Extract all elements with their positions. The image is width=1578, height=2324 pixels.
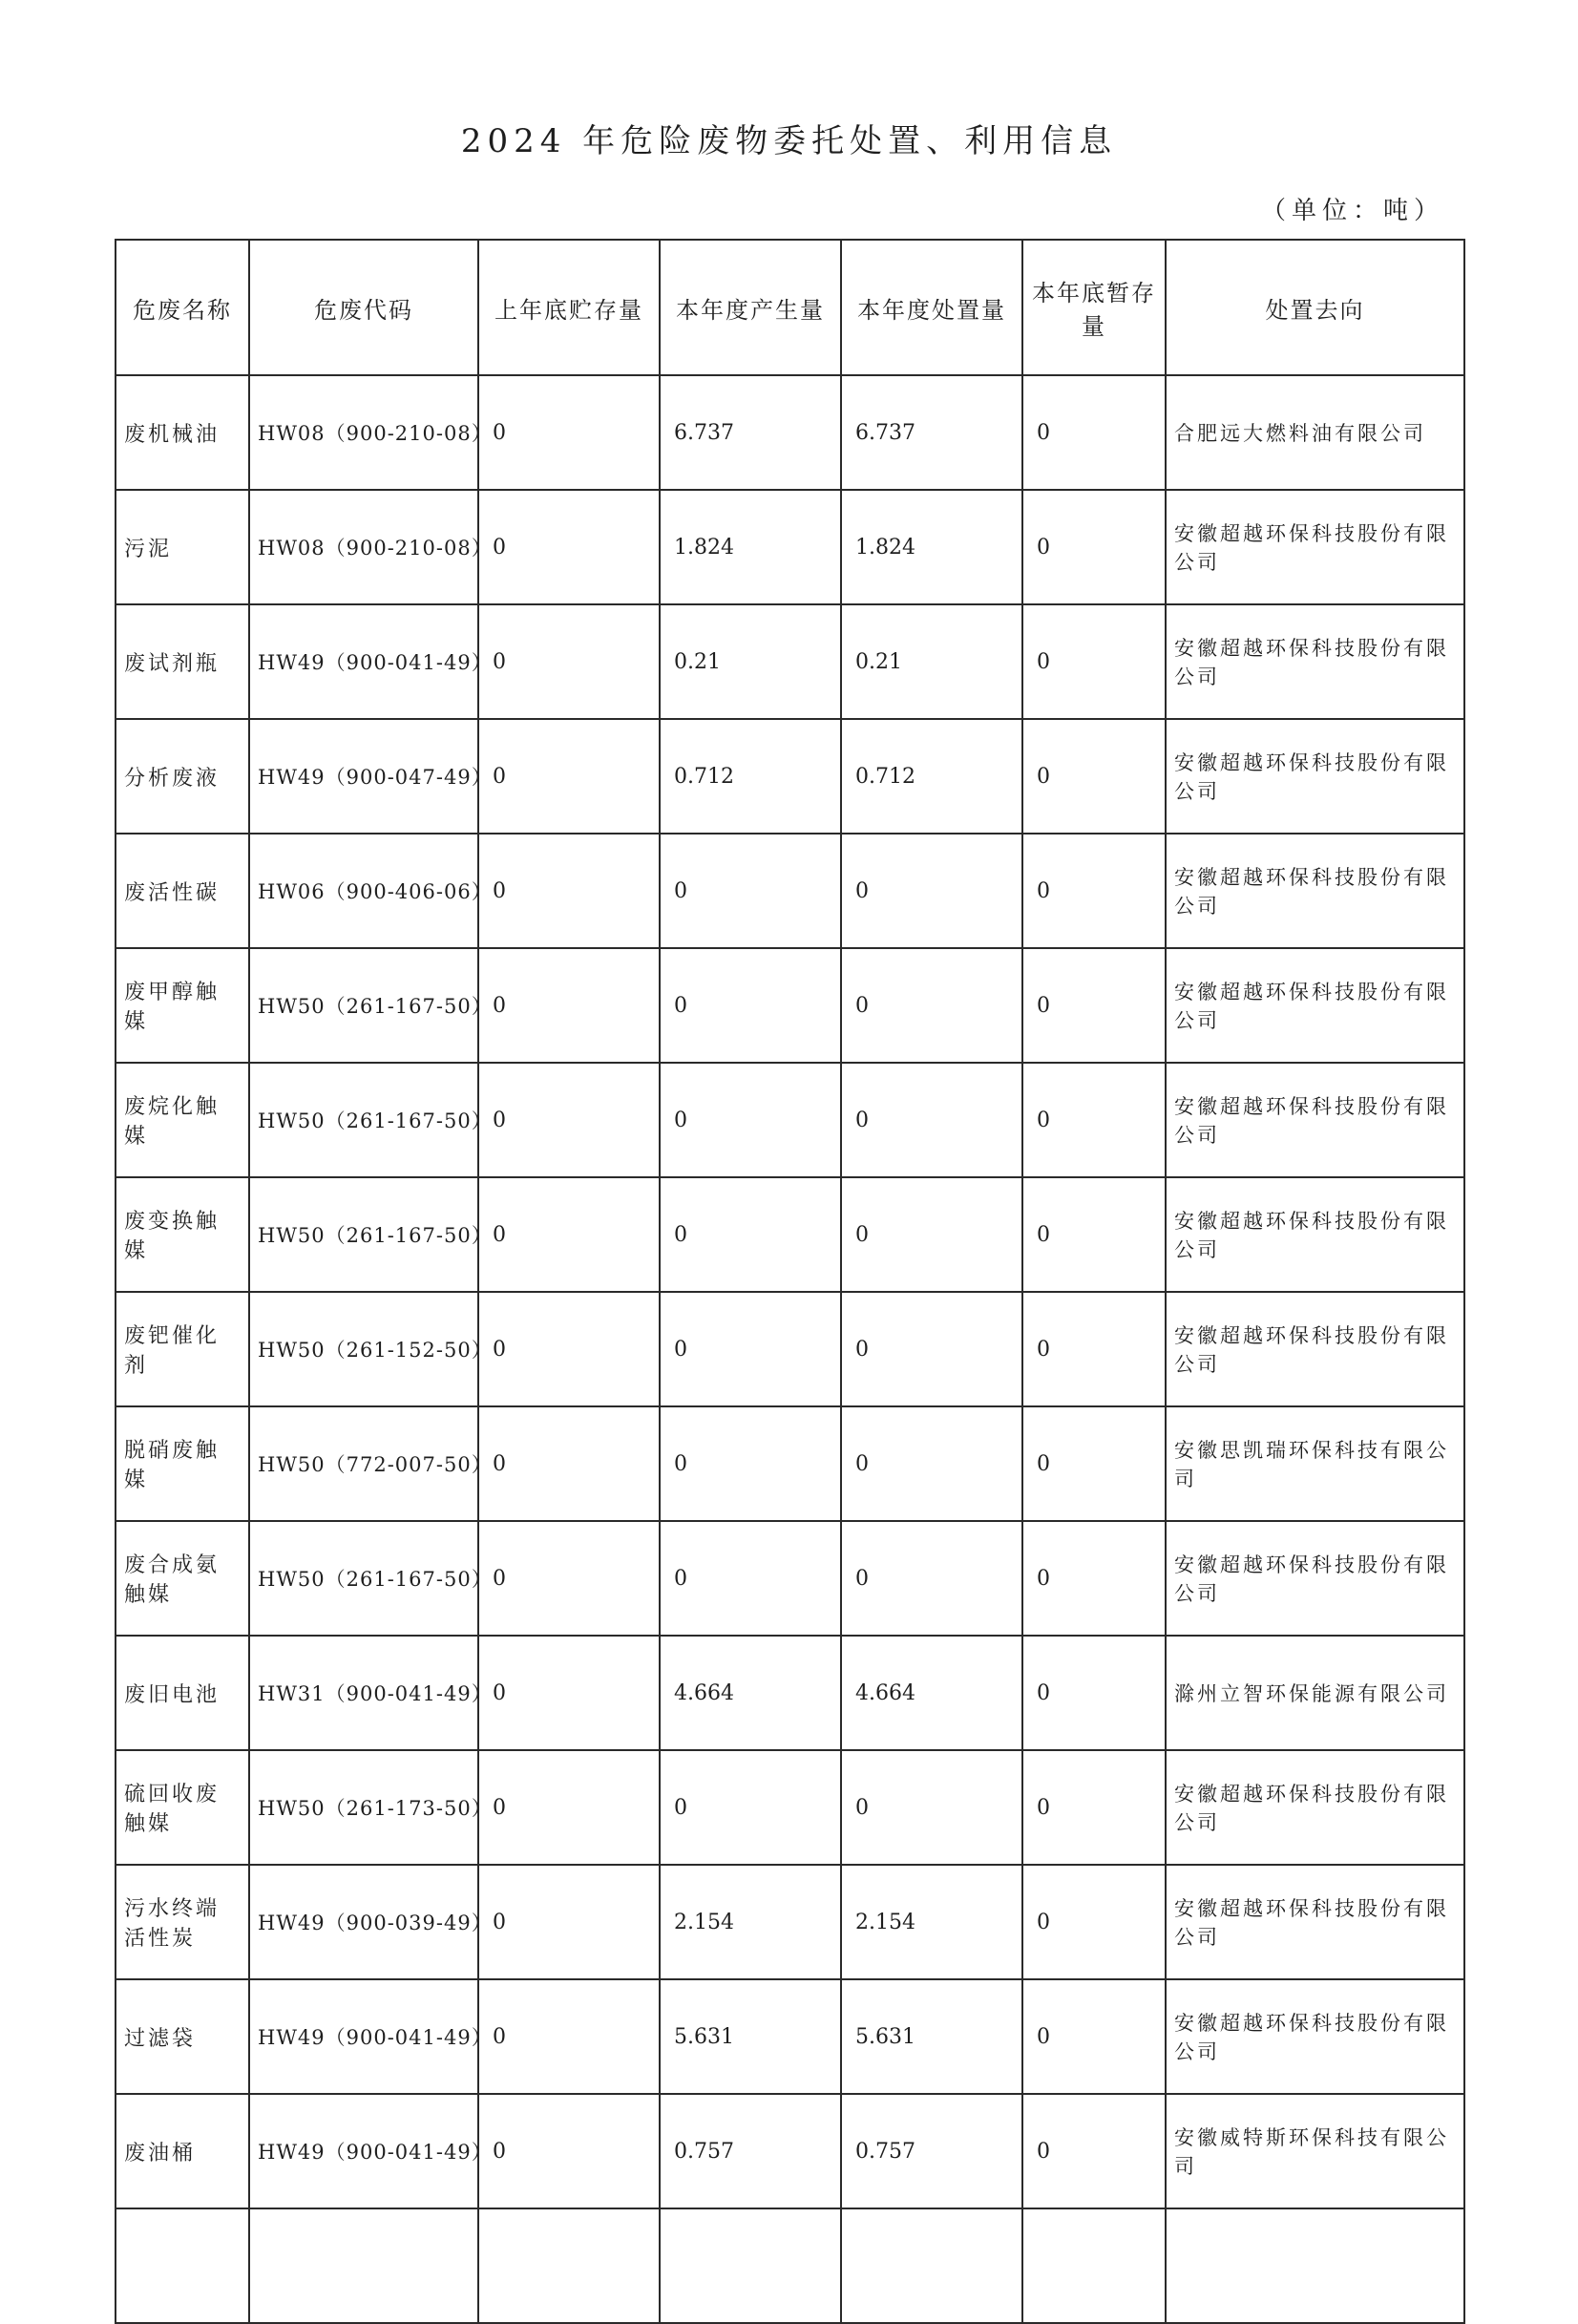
stored-cell: 0 [1022, 1636, 1166, 1750]
table-row [116, 719, 1464, 834]
produced-cell: 0 [660, 1063, 841, 1177]
waste-code-cell: HW49（900-041-49） [249, 1979, 478, 2094]
waste-code-cell: HW50（261-167-50） [249, 1177, 478, 1292]
produced-cell: 0 [660, 1750, 841, 1865]
waste-code-cell: HW50（261-167-50） [249, 948, 478, 1063]
destination-cell: 安徽超越环保科技股份有限公司 [1166, 1177, 1464, 1292]
stored-cell: 0 [1022, 604, 1166, 719]
destination-cell: 安徽超越环保科技股份有限公司 [1166, 948, 1464, 1063]
table-row [116, 604, 1464, 719]
table-row [116, 2208, 1464, 2323]
stored-cell: 0 [1022, 834, 1166, 948]
table-row [116, 1406, 1464, 1521]
waste-name-cell: 污水终端活性炭 [116, 1865, 249, 1979]
produced-cell: 1.824 [660, 490, 841, 604]
destination-cell: 安徽超越环保科技股份有限公司 [1166, 834, 1464, 948]
table-row [116, 490, 1464, 604]
stored-cell: 0 [1022, 1406, 1166, 1521]
header-produced: 本年度产生量 [660, 240, 841, 375]
destination-cell: 滁州立智环保能源有限公司 [1166, 1636, 1464, 1750]
produced-cell: 5.631 [660, 1979, 841, 2094]
stored-cell: 0 [1022, 1865, 1166, 1979]
stored-cell: 0 [1022, 719, 1166, 834]
disposed-cell: 5.631 [841, 1979, 1022, 2094]
waste-name-cell: 废烷化触媒 [116, 1063, 249, 1177]
prev-stock-cell: 0 [478, 1406, 660, 1521]
destination-cell: 安徽超越环保科技股份有限公司 [1166, 1292, 1464, 1406]
waste-code-cell: HW50（772-007-50） [249, 1406, 478, 1521]
produced-cell: 6.737 [660, 375, 841, 490]
destination-cell: 合肥远大燃料油有限公司 [1166, 375, 1464, 490]
produced-cell: 2.154 [660, 1865, 841, 1979]
destination-cell: 安徽超越环保科技股份有限公司 [1166, 719, 1464, 834]
produced-cell: 0.757 [660, 2094, 841, 2208]
table-row [116, 834, 1464, 948]
disposed-cell: 0.21 [841, 604, 1022, 719]
waste-code-cell: HW49（900-047-49） [249, 719, 478, 834]
table-row [116, 1750, 1464, 1865]
produced-cell: 4.664 [660, 1636, 841, 1750]
header-disposed: 本年度处置量 [841, 240, 1022, 375]
destination-cell: 安徽超越环保科技股份有限公司 [1166, 1521, 1464, 1636]
produced-cell: 0 [660, 1521, 841, 1636]
disposed-cell: 6.737 [841, 375, 1022, 490]
stored-cell: 0 [1022, 1292, 1166, 1406]
waste-name-cell: 废活性碳 [116, 834, 249, 948]
document-title: 2024 年危险废物委托处置、利用信息 [460, 122, 1118, 160]
waste-name-cell: 污泥 [116, 490, 249, 604]
header-prev-stock: 上年底贮存量 [478, 240, 660, 375]
hazardous-waste-table [115, 239, 1465, 2324]
waste-code-cell: HW49（900-041-49） [249, 2094, 478, 2208]
disposed-cell: 0 [841, 948, 1022, 1063]
waste-name-cell: 硫回收废触媒 [116, 1750, 249, 1865]
unit-note: （单位：吨） [1260, 197, 1444, 225]
table-row [116, 1063, 1464, 1177]
waste-code-cell: HW49（900-041-49） [249, 604, 478, 719]
prev-stock-cell: 0 [478, 1521, 660, 1636]
header-destination: 处置去向 [1166, 240, 1464, 375]
header-stored: 本年底暂存量 [1022, 240, 1166, 375]
prev-stock-cell: 0 [478, 1063, 660, 1177]
waste-name-cell: 过滤袋 [116, 1979, 249, 2094]
produced-cell: 0 [660, 1177, 841, 1292]
stored-cell: 0 [1022, 1521, 1166, 1636]
stored-cell [1022, 2208, 1166, 2323]
disposed-cell: 0 [841, 1521, 1022, 1636]
produced-cell: 0 [660, 948, 841, 1063]
disposed-cell [841, 2208, 1022, 2323]
stored-cell: 0 [1022, 375, 1166, 490]
waste-code-cell: HW08（900-210-08） [249, 490, 478, 604]
prev-stock-cell: 0 [478, 719, 660, 834]
waste-name-cell: 废旧电池 [116, 1636, 249, 1750]
disposed-cell: 0 [841, 834, 1022, 948]
produced-cell: 0 [660, 834, 841, 948]
disposed-cell: 0.712 [841, 719, 1022, 834]
produced-cell: 0.21 [660, 604, 841, 719]
waste-name-cell: 废试剂瓶 [116, 604, 249, 719]
disposed-cell: 0 [841, 1406, 1022, 1521]
produced-cell [660, 2208, 841, 2323]
waste-code-cell: HW50（261-167-50） [249, 1521, 478, 1636]
waste-code-cell: HW49（900-039-49） [249, 1865, 478, 1979]
destination-cell: 安徽超越环保科技股份有限公司 [1166, 604, 1464, 719]
disposed-cell: 0 [841, 1750, 1022, 1865]
prev-stock-cell: 0 [478, 1979, 660, 2094]
waste-name-cell: 废钯催化剂 [116, 1292, 249, 1406]
prev-stock-cell: 0 [478, 490, 660, 604]
prev-stock-cell: 0 [478, 1292, 660, 1406]
waste-code-cell: HW50（261-173-50） [249, 1750, 478, 1865]
waste-code-cell: HW50（261-152-50） [249, 1292, 478, 1406]
table-row [116, 948, 1464, 1063]
table-row [116, 1865, 1464, 1979]
prev-stock-cell [478, 2208, 660, 2323]
produced-cell: 0 [660, 1406, 841, 1521]
prev-stock-cell: 0 [478, 1865, 660, 1979]
table-header-row [116, 240, 1464, 375]
waste-code-cell: HW31（900-041-49） [249, 1636, 478, 1750]
disposed-cell: 2.154 [841, 1865, 1022, 1979]
waste-name-cell: 脱硝废触媒 [116, 1406, 249, 1521]
table-row [116, 1636, 1464, 1750]
destination-cell: 安徽超越环保科技股份有限公司 [1166, 1979, 1464, 2094]
prev-stock-cell: 0 [478, 834, 660, 948]
stored-cell: 0 [1022, 490, 1166, 604]
stored-cell: 0 [1022, 2094, 1166, 2208]
prev-stock-cell: 0 [478, 375, 660, 490]
waste-name-cell: 废甲醇触媒 [116, 948, 249, 1063]
prev-stock-cell: 0 [478, 948, 660, 1063]
stored-cell: 0 [1022, 1063, 1166, 1177]
waste-name-cell [116, 2208, 249, 2323]
prev-stock-cell: 0 [478, 2094, 660, 2208]
waste-code-cell: HW06（900-406-06） [249, 834, 478, 948]
disposed-cell: 0.757 [841, 2094, 1022, 2208]
disposed-cell: 0 [841, 1292, 1022, 1406]
disposed-cell: 0 [841, 1063, 1022, 1177]
waste-code-cell: HW08（900-210-08） [249, 375, 478, 490]
destination-cell: 安徽超越环保科技股份有限公司 [1166, 1750, 1464, 1865]
destination-cell: 安徽威特斯环保科技有限公司 [1166, 2094, 1464, 2208]
destination-cell: 安徽超越环保科技股份有限公司 [1166, 1063, 1464, 1177]
waste-name-cell: 废机械油 [116, 375, 249, 490]
waste-code-cell: HW50（261-167-50） [249, 1063, 478, 1177]
prev-stock-cell: 0 [478, 1177, 660, 1292]
produced-cell: 0.712 [660, 719, 841, 834]
waste-name-cell: 废油桶 [116, 2094, 249, 2208]
table-row [116, 2094, 1464, 2208]
stored-cell: 0 [1022, 1979, 1166, 2094]
destination-cell: 安徽思凯瑞环保科技有限公司 [1166, 1406, 1464, 1521]
table-row [116, 375, 1464, 490]
header-waste-code: 危废代码 [249, 240, 478, 375]
table-row [116, 1177, 1464, 1292]
prev-stock-cell: 0 [478, 604, 660, 719]
disposed-cell: 4.664 [841, 1636, 1022, 1750]
waste-name-cell: 分析废液 [116, 719, 249, 834]
prev-stock-cell: 0 [478, 1750, 660, 1865]
stored-cell: 0 [1022, 1750, 1166, 1865]
stored-cell: 0 [1022, 1177, 1166, 1292]
destination-cell: 安徽超越环保科技股份有限公司 [1166, 490, 1464, 604]
table-row [116, 1521, 1464, 1636]
waste-code-cell [249, 2208, 478, 2323]
stored-cell: 0 [1022, 948, 1166, 1063]
prev-stock-cell: 0 [478, 1636, 660, 1750]
waste-name-cell: 废合成氨触媒 [116, 1521, 249, 1636]
disposed-cell: 1.824 [841, 490, 1022, 604]
table-row [116, 1292, 1464, 1406]
waste-name-cell: 废变换触媒 [116, 1177, 249, 1292]
table-row [116, 1979, 1464, 2094]
destination-cell [1166, 2208, 1464, 2323]
header-waste-name: 危废名称 [116, 240, 249, 375]
produced-cell: 0 [660, 1292, 841, 1406]
destination-cell: 安徽超越环保科技股份有限公司 [1166, 1865, 1464, 1979]
disposed-cell: 0 [841, 1177, 1022, 1292]
